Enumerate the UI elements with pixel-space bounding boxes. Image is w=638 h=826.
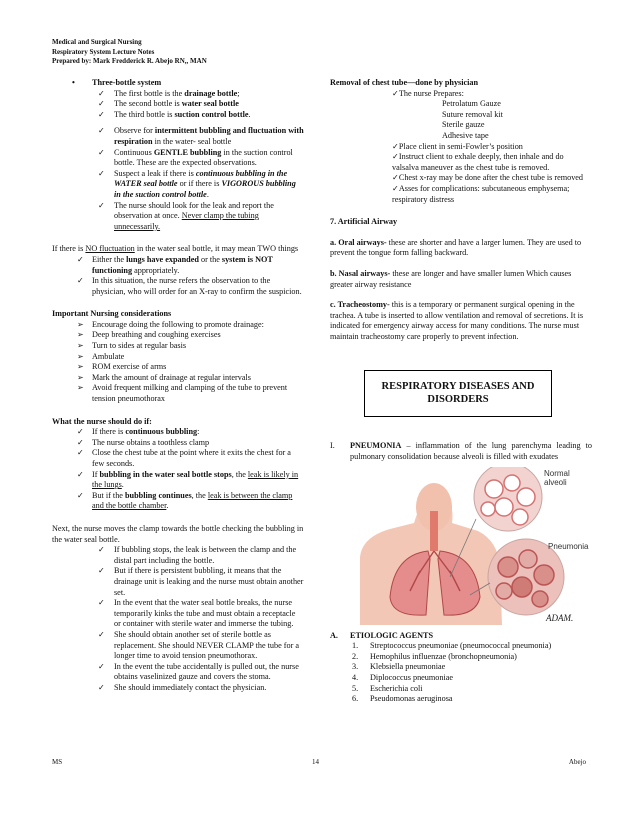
list-item: ➢ Encourage doing the following to promote drainage: — [77, 319, 264, 329]
removal-title: Removal of chest tube—done by physician — [330, 78, 479, 87]
list-item: 1. Streptococcus pneumoniae (pneumococcal pneumonia) — [352, 641, 552, 651]
list-item: ✓ In the event that the water seal bottle breaks, the nurse temporarily kinks the tube and must obtain a receptacle or container with sterile water and immerse the tubing. — [98, 598, 296, 629]
check-icon: ✓ — [98, 168, 105, 178]
list-item: ✓ Suspect a leak if there is continuous bubbling in the WATER seal bottle or if there is VIGOROUS bubbling in the suction control bottle. — [98, 168, 296, 199]
artificial-airway-section — [330, 217, 592, 342]
list-item: ➢ Mark the amount of drainage at regular intervals — [77, 372, 251, 382]
header-course: Medical and Surgical Nursing — [52, 38, 142, 46]
check-icon: ✓ — [392, 88, 399, 98]
list-item: ✓ The nurse obtains a toothless clamp — [77, 437, 210, 447]
normal-alveoli-label: Normal alveoli — [544, 468, 570, 487]
supply-item: Suture removal kit — [442, 109, 503, 119]
left-column — [52, 78, 304, 705]
list-item: ✓The nurse Prepares: — [392, 88, 464, 98]
check-icon: ✓ — [98, 629, 105, 639]
list-item: ✓ But if there is persistent bubbling, it means that the drainage unit is leaking and the nurse must obtain another set. — [98, 566, 304, 597]
airway-title: 7. Artificial Airway — [330, 217, 398, 227]
adam-logo: ADAM. — [546, 612, 574, 623]
arrow-bullet-icon: ➢ — [77, 330, 84, 340]
considerations-section — [52, 309, 304, 404]
check-icon: ✓ — [77, 437, 84, 447]
list-item: 2. Hemophilus influenzae (bronchopneumonia) — [352, 651, 517, 661]
check-icon: ✓ — [98, 99, 105, 109]
etiologic-agents-title: A. ETIOLOGIC AGENTS — [330, 630, 434, 640]
list-item: ✓ But if the bubbling continues, the leak is between the clamp and the bottle chamber. — [77, 490, 293, 511]
next-steps-intro: Next, the nurse moves the clamp towards the bottle checking the bubbling in the water seal bottle. — [52, 523, 304, 544]
header-author: Prepared by: Mark Fredderick R. Abejo RN,, MAN — [52, 57, 207, 66]
check-icon: ✓ — [98, 545, 105, 555]
arrow-bullet-icon: ➢ — [77, 372, 84, 382]
supply-item: Sterile gauze — [442, 120, 485, 130]
oral-airway-text: a. Oral airways- these are shorter and have a larger lumen. They are used to prevent the tongue form falling backward. — [330, 237, 582, 258]
list-item: ✓ The second bottle is water seal bottle — [98, 99, 239, 109]
bullet-icon: • — [72, 78, 75, 87]
what-to-do-title: What the nurse should do if: — [52, 416, 152, 426]
tracheostomy-text: c. Tracheostomy- this is a temporary or permanent surgical opening in the trachea. A tube is inserted to allow ventilation and removal of secretions. It is indicated for emergency airway access for many conditions. The nurse must maintain tracheostomy care properly to prevent infection. — [330, 300, 584, 341]
list-item: ✓ She should obtain another set of sterile bottle as replacement. She should NEVER CLAMP the tube for a longer time to avoid tension pneumothorax. — [98, 629, 300, 661]
nasal-airway-text: b. Nasal airways- these are longer and have smaller lumen Which causes greater airway resistance — [330, 268, 572, 289]
check-icon: ✓ — [98, 147, 105, 157]
list-item: ✓Place client in semi-Fowler’s position — [392, 141, 523, 151]
check-icon: ✓ — [392, 183, 399, 193]
arrow-bullet-icon: ➢ — [77, 351, 84, 361]
list-item: ➢ ROM exercise of arms — [77, 362, 167, 372]
no-fluctuation-section — [52, 244, 304, 297]
check-icon: ✓ — [77, 276, 84, 286]
check-icon: ✓ — [392, 141, 399, 151]
chest-tube-removal-section — [330, 78, 592, 205]
check-icon: ✓ — [98, 661, 105, 671]
list-item: ✓ In this situation, the nurse refers the observation to the physician, who will order for an X-ray to confirm the suspicion. — [77, 276, 302, 296]
list-item: ➢ Avoid frequent milking and clamping of the tube to prevent tension pneumothorax — [77, 383, 288, 404]
right-column — [330, 78, 592, 705]
list-item: ✓ The first bottle is the drainage bottle; — [98, 88, 240, 98]
check-icon: ✓ — [392, 152, 399, 162]
list-item: ✓ Either the lungs have expanded or the system is NOT functioning appropriately. — [77, 254, 273, 275]
check-icon: ✓ — [77, 448, 84, 458]
list-item: ✓ If there is continuous bubbling: — [77, 427, 200, 437]
three-bottle-title: • Three-bottle system — [72, 78, 162, 87]
list-item: ✓Asses for complications: subcutaneous emphysema; respiratory distress — [392, 183, 570, 204]
list-item: ✓ Close the chest tube at the point where it exits the chest for a few seconds. — [77, 448, 291, 468]
list-item: ✓ If bubbling in the water seal bottle stops, the leak is likely in the lungs. — [77, 469, 299, 490]
arrow-bullet-icon: ➢ — [77, 319, 84, 329]
document-header — [52, 38, 207, 67]
check-icon: ✓ — [98, 566, 105, 576]
check-icon: ✓ — [77, 254, 84, 264]
pneumonia-label: Pneumonia — [548, 541, 589, 551]
page-number: 14 — [312, 758, 319, 766]
check-icon: ✓ — [98, 682, 105, 692]
check-icon: ✓ — [392, 173, 399, 183]
pneumonia-illustration — [330, 467, 592, 625]
next-steps-section — [52, 524, 304, 694]
list-item: ✓Chest x-ray may be done after the chest tube is removed — [392, 173, 584, 183]
check-icon: ✓ — [98, 200, 105, 210]
section-title-box: RESPIRATORY DISEASES AND DISORDERS — [364, 370, 552, 417]
check-icon: ✓ — [77, 490, 84, 500]
footer-left: MS — [52, 758, 63, 766]
list-item: ✓ She should immediately contact the physician. — [98, 682, 267, 692]
list-item: 6. Pseudomonas aeruginosa — [352, 694, 453, 704]
check-icon: ✓ — [98, 126, 105, 136]
check-icon: ✓ — [77, 427, 84, 437]
list-item: ➢ Deep breathing and coughing exercises — [77, 330, 221, 340]
list-item: 5. Escherichia coli — [352, 683, 423, 693]
list-item: ✓ The nurse should look for the leak and report the observation at once. Never clamp the tubing unnecessarily. — [98, 200, 274, 231]
three-bottle-section — [52, 78, 304, 232]
list-item: 4. Diplococcus pneumoniae — [352, 673, 453, 683]
no-fluctuation-intro: If there is NO fluctuation in the water seal bottle, it may mean TWO things — [52, 244, 299, 254]
check-icon: ✓ — [77, 469, 84, 479]
check-icon: ✓ — [98, 109, 105, 119]
what-to-do-section — [52, 417, 304, 512]
list-item: ✓ If bubbling stops, the leak is between the clamp and the distal part including the bottle. — [98, 545, 297, 565]
list-item: ✓ Observe for intermittent bubbling and fluctuation with respiration in the water- seal bottle — [98, 126, 304, 146]
arrow-bullet-icon: ➢ — [77, 341, 84, 351]
list-item: ✓ In the event the tube accidentally is pulled out, the nurse obtains vaselinized gauze and covers the stoma. — [98, 661, 299, 682]
list-item: ➢ Turn to sides at regular basis — [77, 341, 187, 351]
pneumonia-definition: I. PNEUMONIA – inflammation of the lung parenchyma leading to pulmonary consolidation because alveoli is filled with exudates — [330, 441, 592, 462]
supply-item: Adhesive tape — [442, 130, 489, 140]
arrow-bullet-icon: ➢ — [77, 362, 84, 372]
arrow-bullet-icon: ➢ — [77, 383, 84, 393]
list-item: ✓ Continuous GENTLE bubbling in the suction control bottle. These are the expected observations. — [98, 147, 293, 168]
list-item: ✓ The third bottle is suction control bottle. — [98, 109, 251, 119]
footer-right: Abejo — [568, 758, 586, 766]
considerations-title: Important Nursing considerations — [52, 309, 172, 319]
list-item: ✓Instruct client to exhale deeply, then inhale and do valsalva maneuver as the chest tube is removed. — [392, 152, 564, 172]
header-subject: Respiratory System Lecture Notes — [52, 47, 155, 56]
check-icon: ✓ — [98, 598, 105, 608]
supply-item: Petrolatum Gauze — [442, 99, 501, 109]
list-item: 3. Klebsiella pneumoniae — [352, 662, 446, 672]
list-item: ➢ Ambulate — [77, 351, 125, 361]
check-icon: ✓ — [98, 88, 105, 98]
